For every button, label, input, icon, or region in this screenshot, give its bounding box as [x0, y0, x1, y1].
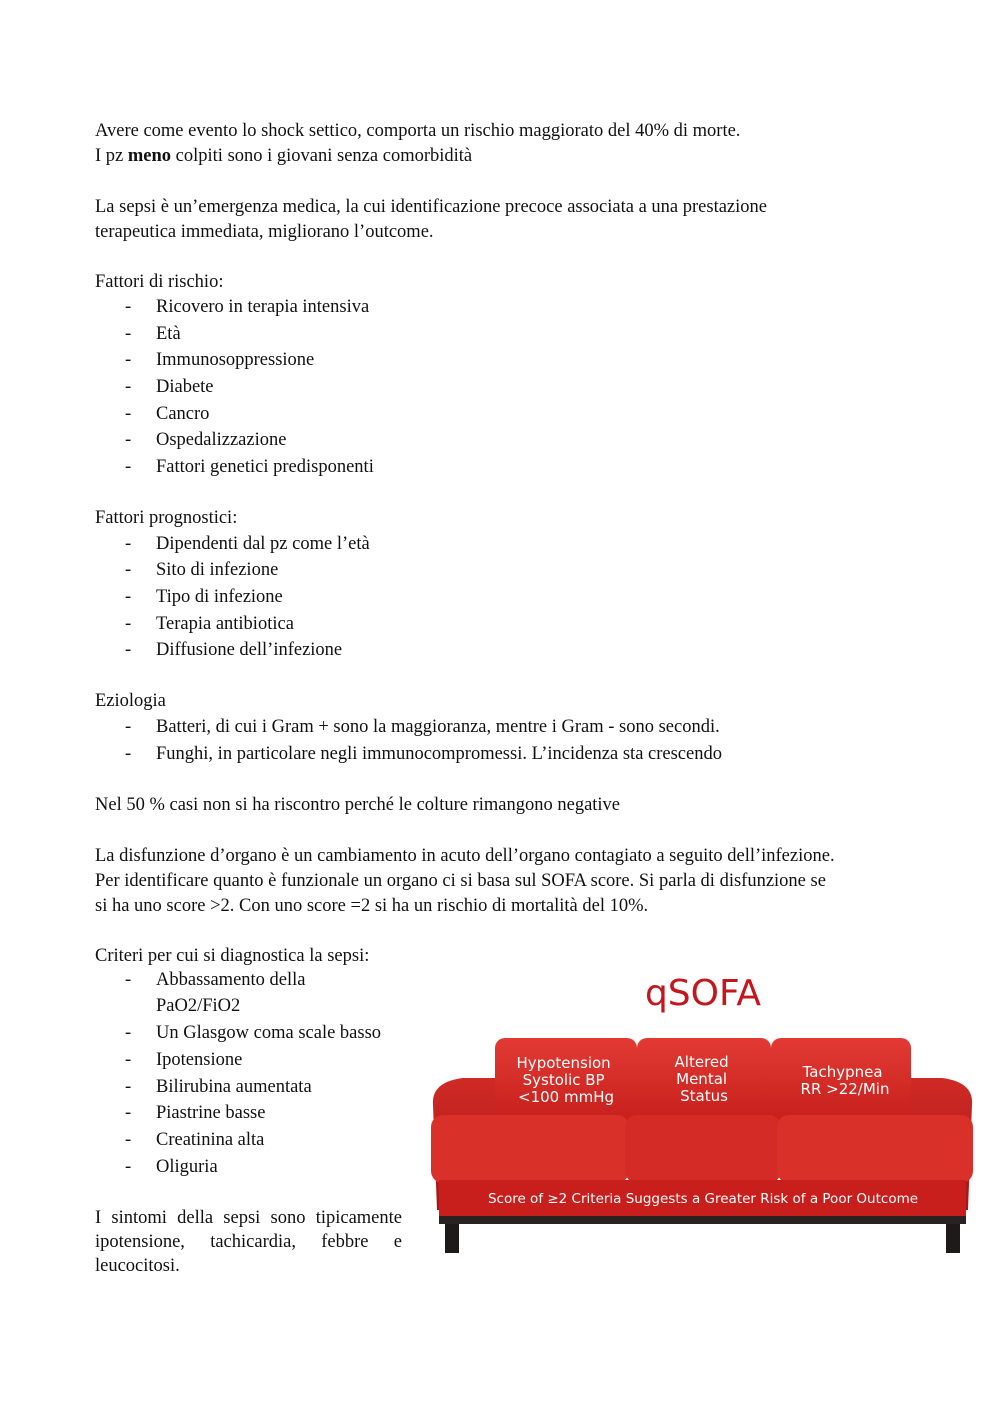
paragraph-organ-line1: La disfunzione d’organo è un cambiamento in acuto dell’organo contagiato a seguito dell’infezione. [95, 846, 835, 866]
list-item: - Età [125, 324, 181, 344]
list-item: - Un Glasgow coma scale basso [125, 1023, 382, 1043]
list-item: - Dipendenti dal pz come l’età [125, 534, 370, 554]
cushion-text-mental-status: Altered Mental Status [674, 1053, 729, 1105]
list-item: - Bilirubina aumentata [125, 1077, 312, 1097]
list-item-continuation: PaO2/FiO2 [156, 996, 241, 1016]
etiology-title: Eziologia [95, 691, 166, 711]
risk-factors-title: Fattori di rischio: [95, 272, 224, 292]
list-item: - Ipotensione [125, 1050, 243, 1070]
list-item: - Piastrine basse [125, 1103, 266, 1123]
paragraph-emergency-line1: La sepsi è un’emergenza medica, la cui identificazione precoce associata a una prestazione [95, 197, 767, 217]
seat-cushion-right [777, 1115, 973, 1183]
paragraph-cultures: Nel 50 % casi non si ha riscontro perché le colture rimangono negative [95, 795, 621, 815]
seat-cushion-middle [625, 1115, 781, 1183]
list-item: - Immunosoppressione [125, 350, 315, 370]
list-item: - Funghi, in particolare negli immunocompromessi. L’incidenza sta crescendo [125, 744, 722, 764]
prognostic-factors-title: Fattori prognostici: [95, 508, 238, 528]
list-item: - Diabete [125, 377, 214, 397]
paragraph-organ-line3: si ha uno score >2. Con uno score =2 si ha un rischio di mortalità del 10%. [95, 896, 649, 916]
list-item: - Ospedalizzazione [125, 430, 287, 450]
text-pre: I pz [95, 146, 128, 166]
list-item: - Diffusione dell’infezione [125, 640, 343, 660]
list-item: - Cancro [125, 404, 210, 424]
bold-word: meno [127, 146, 172, 166]
list-item: - Terapia antibiotica [125, 614, 294, 634]
list-item: - Sito di infezione [125, 560, 279, 580]
seat-cushion-left [431, 1115, 629, 1183]
paragraph-emergency-line2: terapeutica immediata, migliorano l’outcome. [95, 222, 434, 242]
banner-text: Score of ≥2 Criteria Suggests a Greater Risk of a Poor Outcome [487, 1191, 919, 1207]
list-item: - Tipo di infezione [125, 587, 283, 607]
cushion-text-tachypnea: Tachypnea RR >22/Min [800, 1063, 890, 1098]
paragraph-shock-line1: Avere come evento lo shock settico, comporta un rischio maggiorato del 40% di morte. [95, 121, 741, 141]
list-item: - Fattori genetici predisponenti [125, 457, 374, 477]
text-post: colpiti sono i giovani senza comorbidità [171, 146, 473, 166]
list-item: - Creatinina alta [125, 1130, 265, 1150]
list-item: - Batteri, di cui i Gram + sono la maggioranza, mentre i Gram - sono secondi. [125, 717, 720, 737]
paragraph-symptoms: I sintomi della sepsi sono tipicamente ipotensione, tachicardia, febbre e leucocitosi. [95, 1208, 402, 1276]
list-item: - Ricovero in terapia intensiva [125, 297, 370, 317]
qsofa-title: qSOFA [644, 973, 762, 1014]
list-item: - Abbassamento della [125, 970, 306, 990]
paragraph-shock-line2 [95, 144, 472, 168]
list-item: - Oliguria [125, 1157, 218, 1177]
cushion-text-hypotension: Hypotension Systolic BP <100 mmHg [516, 1054, 614, 1106]
criteria-title: Criteri per cui si diagnostica la sepsi: [95, 946, 370, 966]
paragraph-organ-line2: Per identificare quanto è funzionale un organo ci si basa sul SOFA score. Si parla di disfunzione se [95, 871, 826, 891]
qsofa-sofa-figure [425, 960, 980, 1265]
